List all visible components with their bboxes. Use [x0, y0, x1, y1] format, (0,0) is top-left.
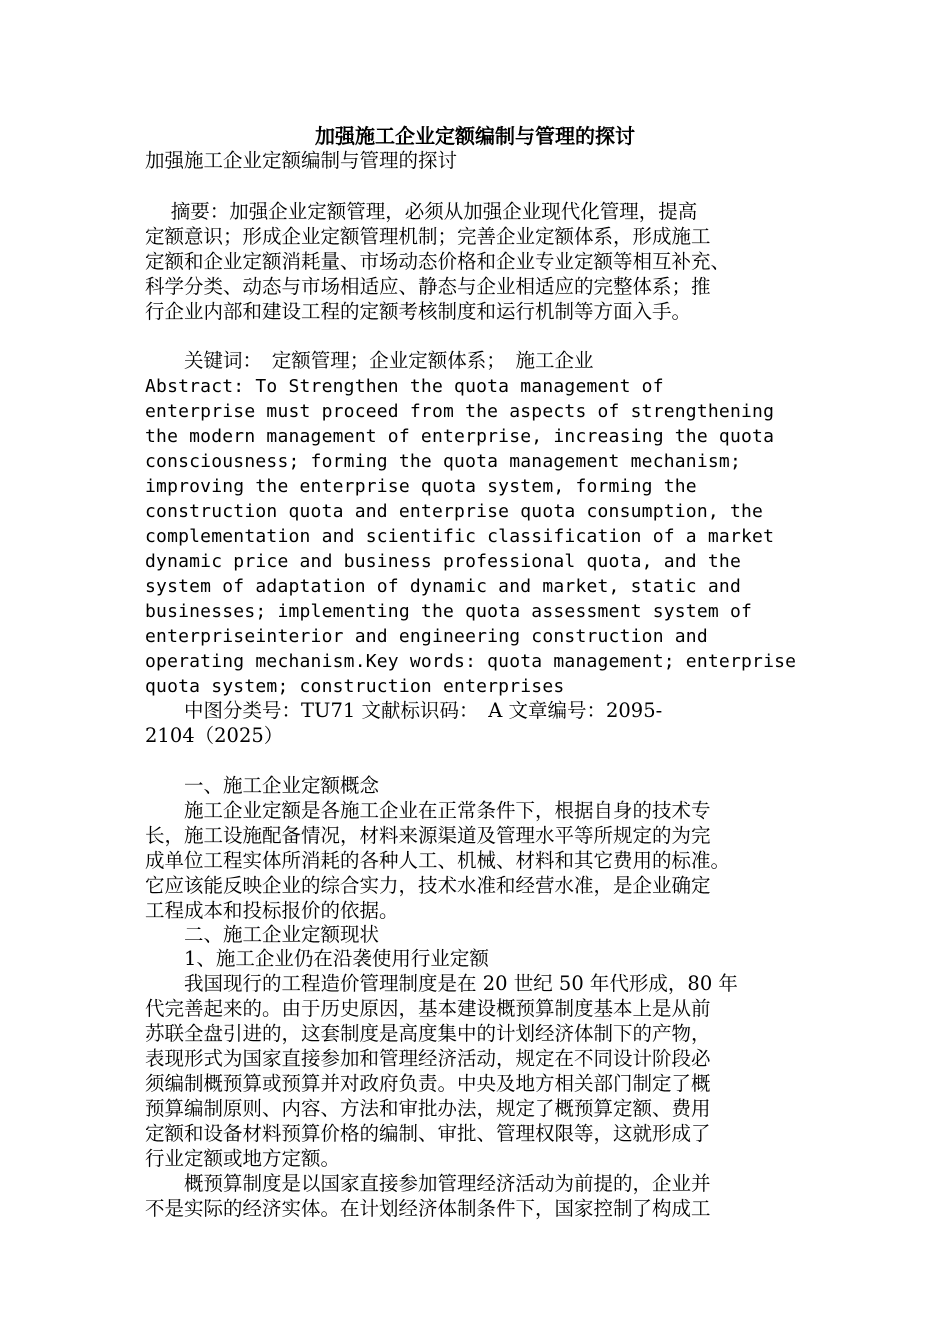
body-line: 长，施工设施配备情况，材料来源渠道及管理水平等所规定的为完	[145, 824, 711, 847]
body-line: 工程成本和投标报价的依据。	[145, 899, 399, 922]
body-line: 成单位工程实体所消耗的各种人工、机械、材料和其它费用的标准。	[145, 849, 731, 872]
document-title: 加强施工企业定额编制与管理的探讨	[315, 124, 635, 148]
abstract-cn-line: 摘要：加强企业定额管理，必须从加强企业现代化管理，提高	[145, 200, 698, 223]
abstract-en-line: improving the enterprise quota system, forming the	[145, 476, 697, 497]
abstract-en-line: construction quota and enterprise quota consumption, the	[145, 501, 764, 522]
abstract-cn-line: 科学分类、动态与市场相适应、静态与企业相适应的完整体系；推	[145, 275, 711, 298]
abstract-en-line: complementation and scientific classification of a market	[145, 526, 775, 547]
subsection-heading: 1、施工企业仍在沿袭使用行业定额	[145, 947, 489, 970]
abstract-en-line: quota system; construction enterprises	[145, 676, 565, 697]
body-line: 概预算制度是以国家直接参加管理经济活动为前提的，企业并	[145, 1172, 711, 1195]
body-line: 须编制概预算或预算并对政府负责。中央及地方相关部门制定了概	[145, 1072, 711, 1095]
abstract-en-line: Abstract: To Strengthen the quota management of	[145, 376, 664, 397]
body-line: 苏联全盘引进的，这套制度是高度集中的计划经济体制下的产物，	[145, 1022, 711, 1045]
body-line: 表现形式为国家直接参加和管理经济活动，规定在不同设计阶段必	[145, 1047, 711, 1070]
body-line: 定额和设备材料预算价格的编制、审批、管理权限等，这就形成了	[145, 1122, 711, 1145]
classification-line: 2104（2025）	[145, 724, 284, 747]
body-line: 预算编制原则、内容、方法和审批办法，规定了概预算定额、费用	[145, 1097, 711, 1120]
abstract-cn-line: 定额意识；形成企业定额管理机制；完善企业定额体系，形成施工	[145, 225, 711, 248]
document-subtitle: 加强施工企业定额编制与管理的探讨	[145, 149, 458, 172]
abstract-en-line: the modern management of enterprise, increasing the quota	[145, 426, 775, 447]
body-line: 我国现行的工程造价管理制度是在 20 世纪 50 年代形成，80 年	[145, 972, 738, 995]
abstract-en-line: businesses; implementing the quota assessment system of	[145, 601, 753, 622]
abstract-en-line: operating mechanism.Key words: quota management; enterprise	[145, 651, 797, 672]
classification-line: 中图分类号：TU71 文献标识码： A 文章编号：2095-	[145, 699, 663, 722]
abstract-en-line: enterprise must proceed from the aspects of strengthening	[145, 401, 775, 422]
body-line: 施工企业定额是各施工企业在正常条件下，根据自身的技术专	[145, 799, 711, 822]
body-line: 代完善起来的。由于历史原因，基本建设概预算制度基本上是从前	[145, 997, 711, 1020]
keywords-cn: 关键词： 定额管理；企业定额体系； 施工企业	[145, 349, 594, 372]
body-line: 它应该能反映企业的综合实力，技术水准和经营水准，是企业确定	[145, 874, 711, 897]
abstract-en-line: system of adaptation of dynamic and market, static and	[145, 576, 741, 597]
abstract-en-line: enterpriseinterior and engineering construction and	[145, 626, 708, 647]
body-line: 不是实际的经济实体。在计划经济体制条件下，国家控制了构成工	[145, 1197, 711, 1220]
abstract-en-line: consciousness; forming the quota management mechanism;	[145, 451, 741, 472]
section-heading: 二、施工企业定额现状	[145, 923, 380, 946]
abstract-en-line: dynamic price and business professional quota, and the	[145, 551, 741, 572]
body-line: 行业定额或地方定额。	[145, 1147, 341, 1170]
abstract-cn-line: 定额和企业定额消耗量、市场动态价格和企业专业定额等相互补充、	[145, 250, 731, 273]
abstract-cn-line: 行企业内部和建设工程的定额考核制度和运行机制等方面入手。	[145, 300, 692, 323]
section-heading: 一、施工企业定额概念	[145, 774, 380, 797]
